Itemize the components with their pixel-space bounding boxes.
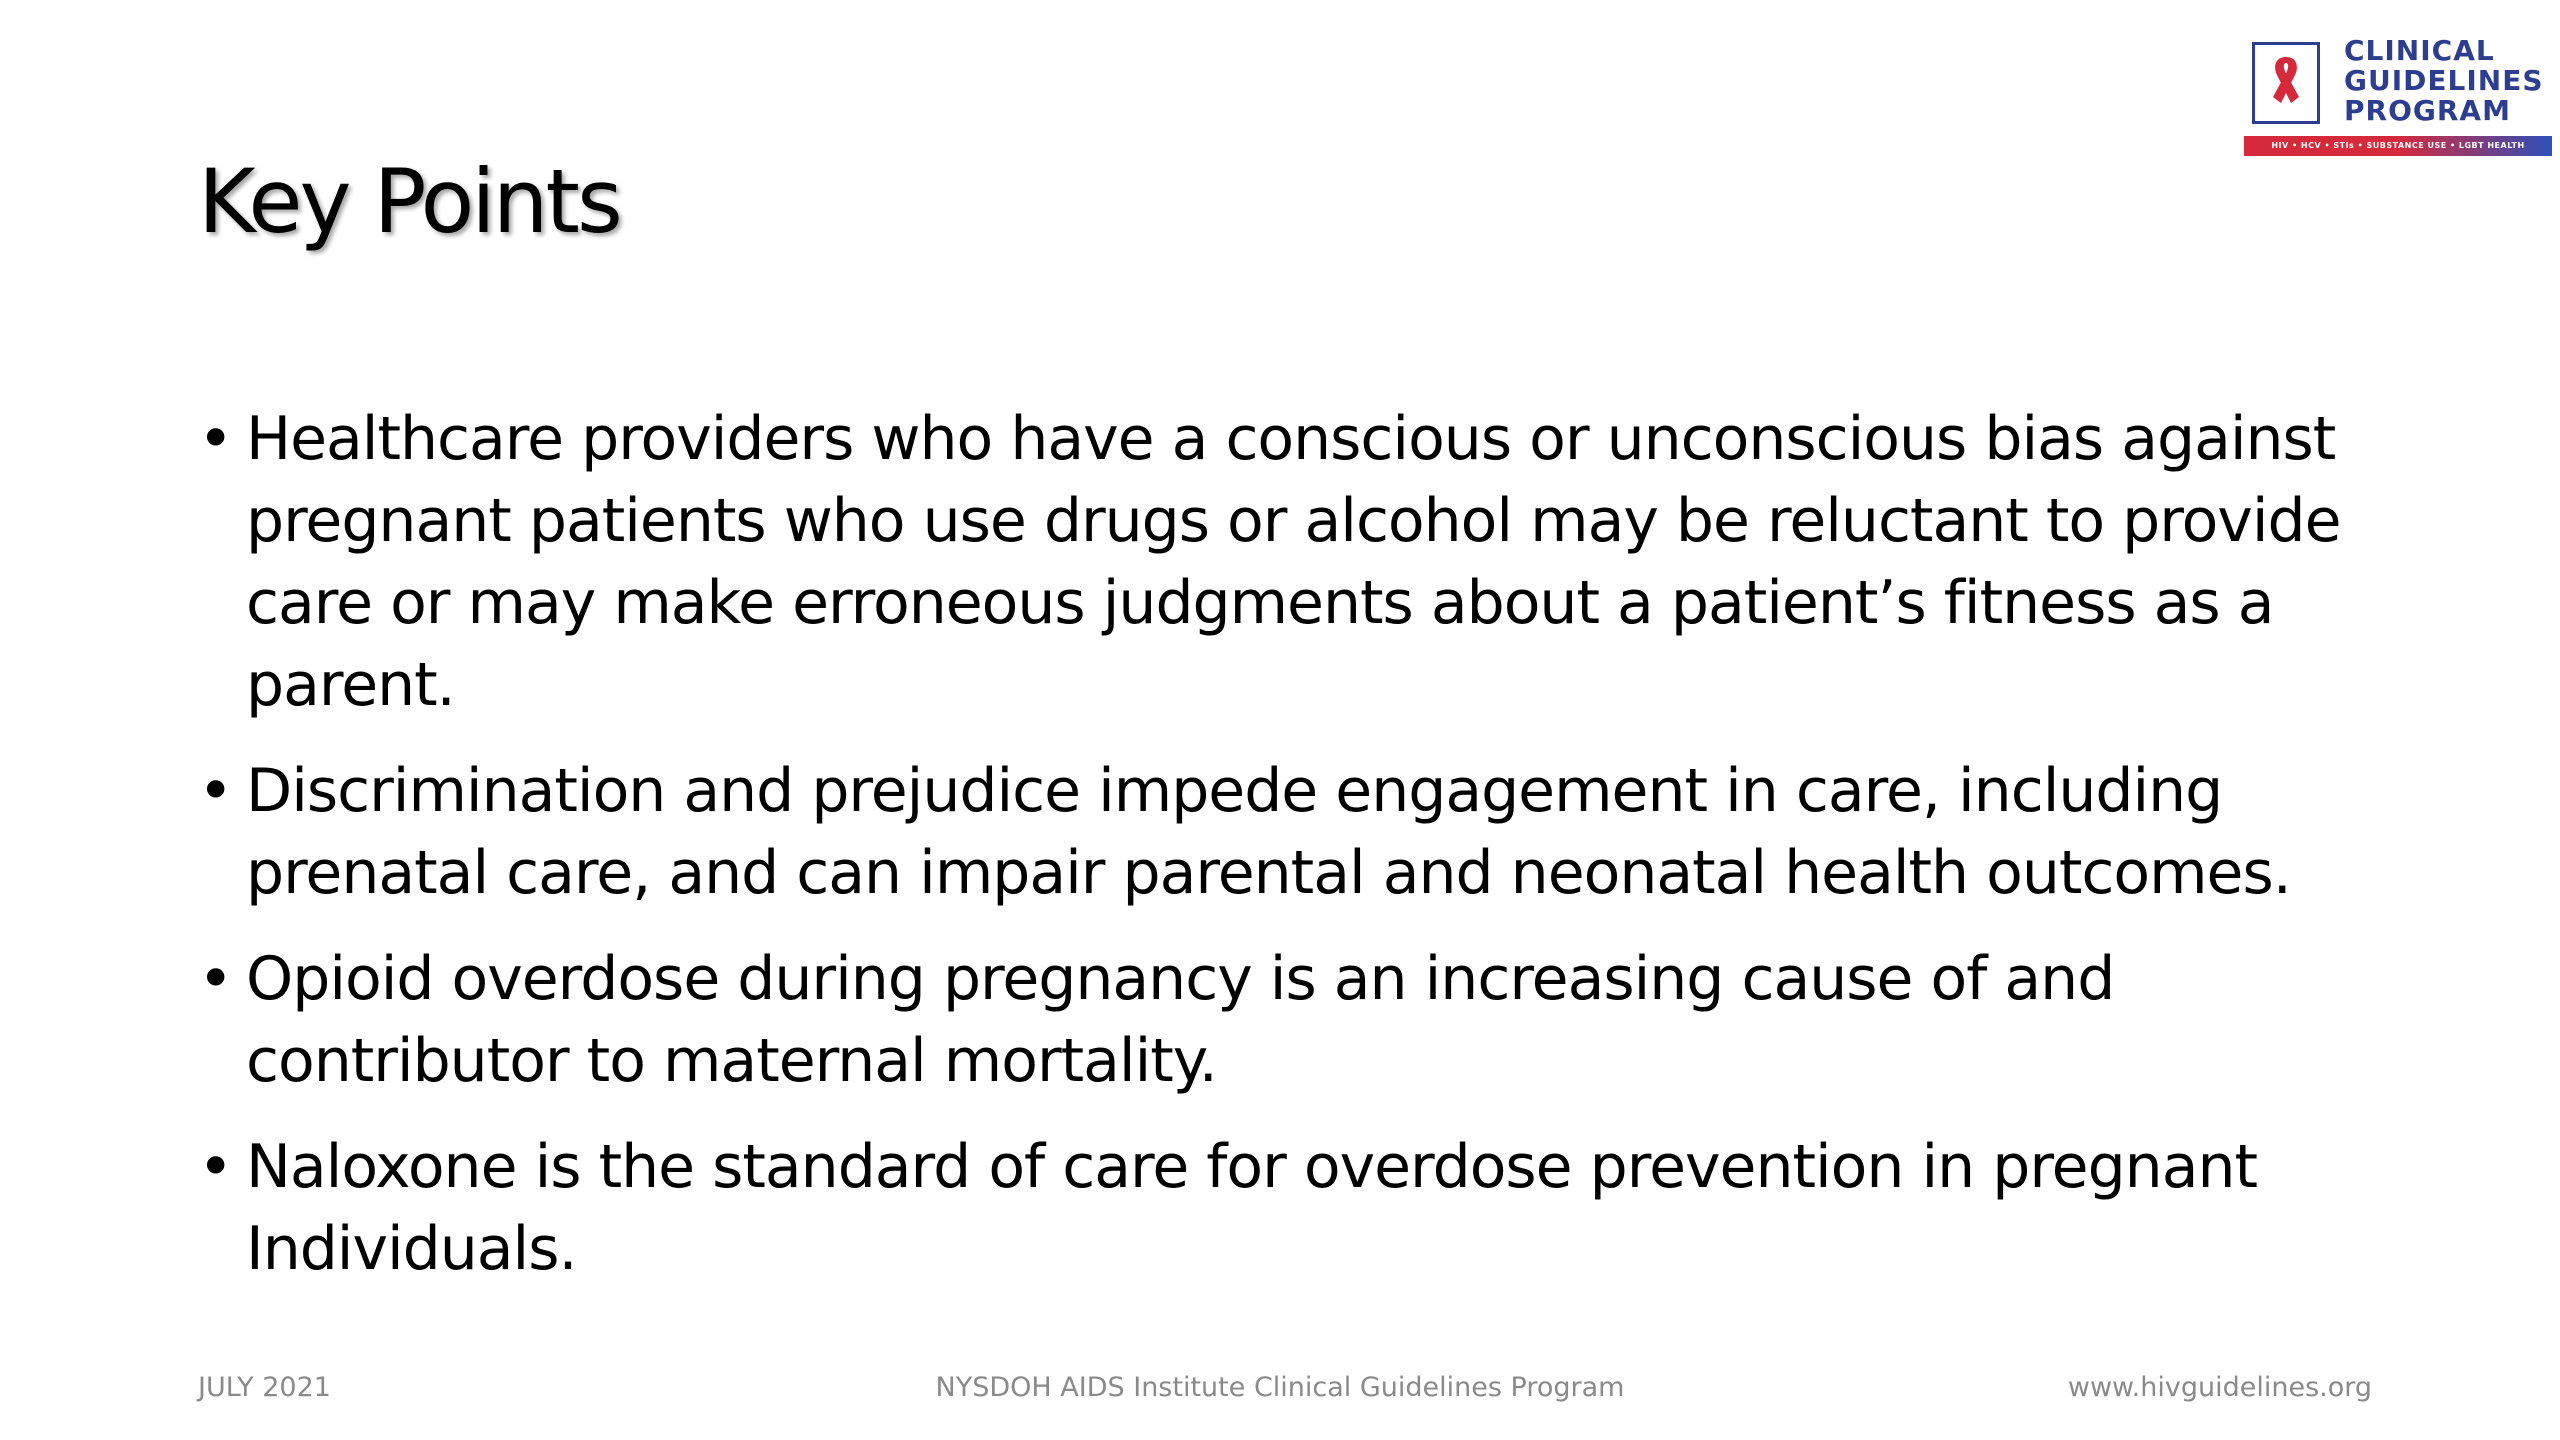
footer-url: www.hivguidelines.org: [2067, 1372, 2372, 1403]
bullet-marker: •: [198, 756, 233, 826]
logo-emblem: [2252, 42, 2320, 124]
bullet-item: [198, 938, 2398, 1102]
logo-line-3: PROGRAM: [2344, 94, 2511, 127]
bullet-text: Discrimination and prejudice impede engagement in care, including prenatal care, and can impair parental and neonatal health outcomes.: [246, 756, 2291, 908]
bullet-marker: •: [198, 1132, 233, 1202]
logo-line-2: GUIDELINES: [2344, 64, 2544, 97]
bullet-item: [198, 750, 2398, 914]
key-points-list: [198, 398, 2398, 1314]
footer-program: NYSDOH AIDS Institute Clinical Guidelines Program: [935, 1372, 1625, 1403]
logo-line-1: CLINICAL: [2344, 34, 2495, 67]
bullet-text: Healthcare providers who have a conscious or unconscious bias against pregnant patients who use drugs or alcohol may be reluctant to provide care or may make erroneous judgments about a patient’s fitness as a parent.: [246, 404, 2341, 720]
red-ribbon-icon: [2261, 53, 2311, 113]
logo-tagline: HIV • HCV • STIs • SUBSTANCE USE • LGBT HEALTH: [2244, 136, 2552, 156]
logo-wordmark: [2344, 36, 2544, 126]
bullet-marker: •: [198, 404, 233, 474]
footer-date: JULY 2021: [198, 1372, 331, 1403]
slide-title: Key Points: [198, 150, 620, 253]
bullet-marker: •: [198, 944, 233, 1014]
clinical-guidelines-logo: [2244, 36, 2552, 160]
bullet-item: [198, 398, 2398, 726]
bullet-text: Opioid overdose during pregnancy is an increasing cause of and contributor to maternal mortality.: [246, 944, 2115, 1096]
bullet-text: Naloxone is the standard of care for overdose prevention in pregnant Individuals.: [246, 1132, 2258, 1284]
bullet-item: [198, 1126, 2398, 1290]
